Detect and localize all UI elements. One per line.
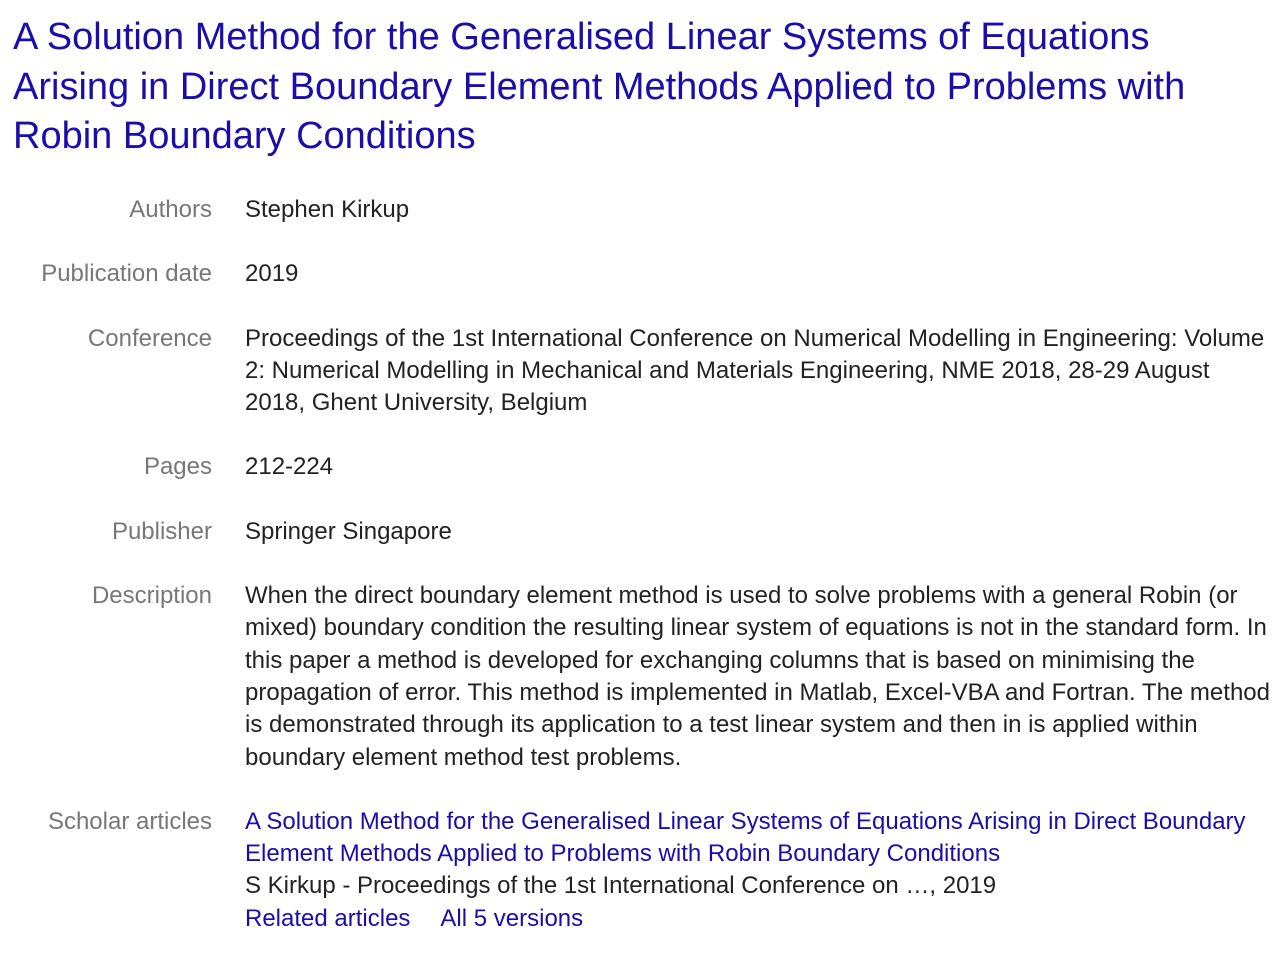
conference-value: Proceedings of the 1st International Conference on Numerical Modelling in Engineering: Volume 2: Numerical Modelling in Mechanical and Materials Engineering, NME 2018, 28-29 August 2018, Ghent University, Belgium bbox=[245, 324, 1265, 417]
description-label: Description bbox=[91, 582, 212, 610]
publication-date-label: Publication date bbox=[41, 260, 212, 288]
pages-value: 212-224 bbox=[245, 453, 334, 481]
field-row-conference bbox=[0, 323, 1277, 420]
authors-value: Stephen Kirkup bbox=[245, 196, 410, 223]
scholar-article-citation: S Kirkup - Proceedings of the 1st International Conference on …, 2019 bbox=[245, 872, 997, 900]
scholar-article-links bbox=[245, 903, 1273, 935]
field-row-publisher bbox=[0, 516, 1277, 548]
authors-label: Authors bbox=[129, 196, 212, 223]
publisher-label: Publisher bbox=[111, 517, 212, 545]
publication-date-value: 2019 bbox=[245, 260, 299, 288]
field-row-pages bbox=[0, 451, 1277, 483]
publisher-value: Springer Singapore bbox=[245, 517, 452, 545]
field-row-scholar-articles bbox=[0, 806, 1277, 935]
field-row-authors bbox=[0, 194, 1277, 226]
scholar-articles-value bbox=[245, 806, 1273, 935]
related-articles-link[interactable]: Related articles bbox=[245, 904, 411, 932]
all-versions-link[interactable]: All 5 versions bbox=[440, 904, 584, 932]
description-value: When the direct boundary element method is used to solve problems with a general Robin (or mixed) boundary condition the resulting linear system of equations is not in the standard form. In this paper a method is developed for exchanging columns that is based on minimising the propagation of error. This method is implemented in Matlab, Excel-VBA and Fortran. The method is demonstrated through its application to a test linear system and then in is applied within boundary element method test problems. bbox=[245, 582, 1270, 771]
scholar-articles-label: Scholar articles bbox=[47, 807, 212, 835]
scholar-article-title-link[interactable]: A Solution Method for the Generalised Linear Systems of Equations Arising in Direct Boundary Element Methods Applied to Problems with Robin Boundary Conditions bbox=[245, 807, 1246, 868]
citation-details-table bbox=[0, 194, 1277, 967]
page-title-link[interactable]: A Solution Method for the Generalised Linear Systems of Equations Arising in Direct Boundary Element Methods Applied to Problems with Robin Boundary Conditions bbox=[13, 16, 1186, 157]
conference-label: Conference bbox=[87, 324, 212, 352]
field-row-description bbox=[0, 580, 1277, 774]
pages-label: Pages bbox=[143, 453, 212, 481]
field-row-publication-date bbox=[0, 258, 1277, 290]
